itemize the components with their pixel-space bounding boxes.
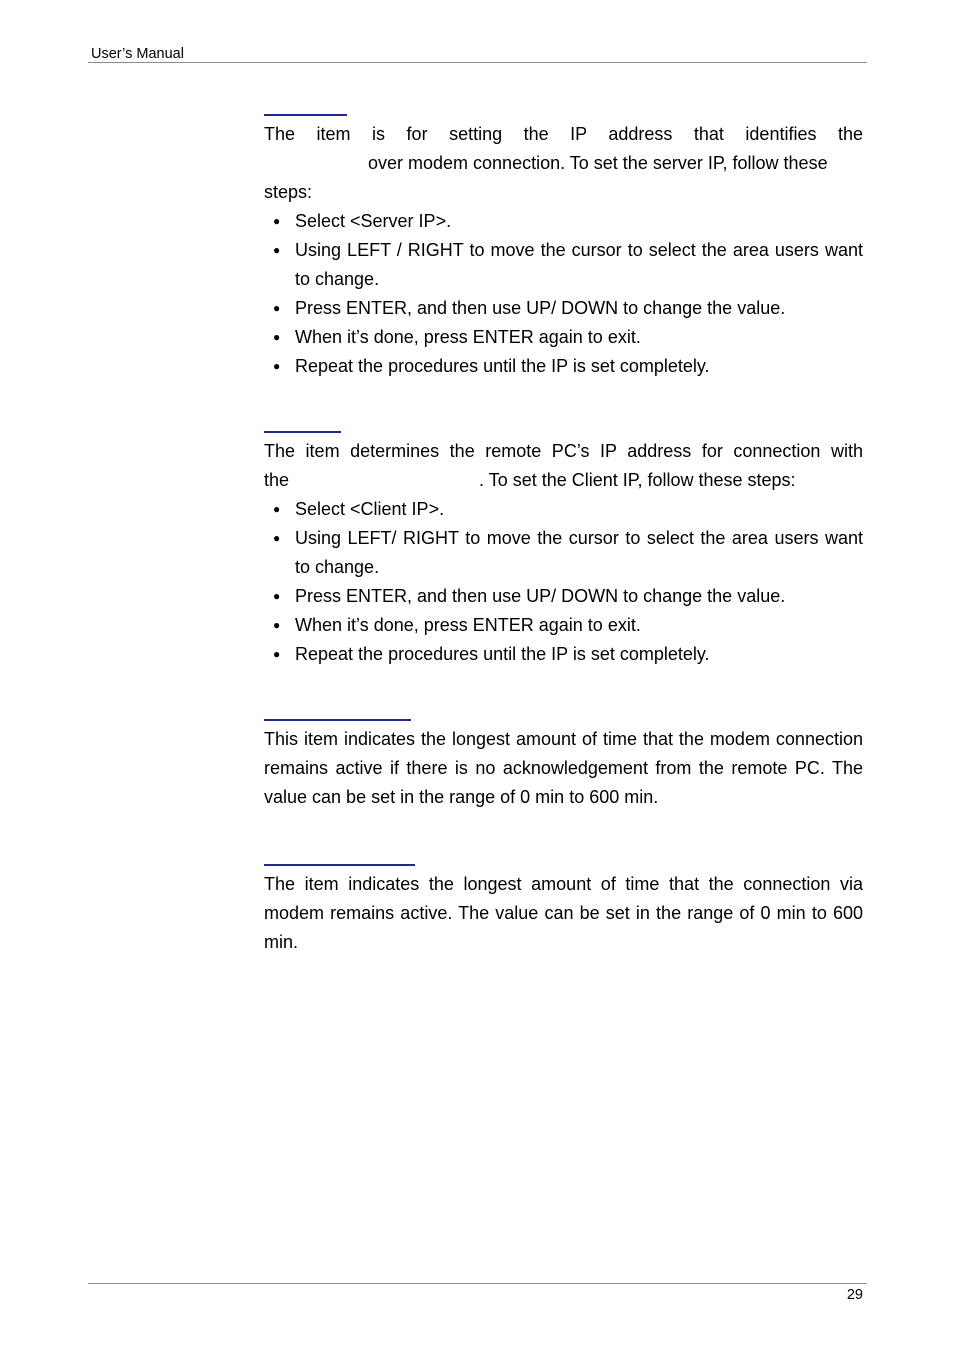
client-ip-intro-line-1: The item determines the remote PC’s IP address for connection with <box>264 441 863 461</box>
bullet-icon: ● <box>273 618 281 632</box>
bullet-icon: ● <box>273 647 281 661</box>
step-text: Repeat the procedures until the IP is set completely. <box>295 356 710 376</box>
bullet-icon: ● <box>273 243 281 257</box>
server-ip-steps <box>264 207 863 381</box>
server-ip-intro-line-1: The item is for setting the IP address that identifies the <box>264 124 863 144</box>
bullet-icon: ● <box>273 301 281 315</box>
client-ip-section <box>264 431 863 669</box>
list-item <box>264 611 863 640</box>
step-text: Using LEFT / RIGHT to move the cursor to select the area users want to change. <box>295 240 863 289</box>
server-ip-intro-line-2: over modem connection. To set the server IP, follow these <box>368 153 828 173</box>
bullet-icon: ● <box>273 502 281 516</box>
ack-timeout-heading-rule <box>264 719 411 721</box>
client-ip-steps <box>264 495 863 669</box>
connection-timeout-heading-rule <box>264 864 415 866</box>
connection-timeout-section <box>264 864 863 957</box>
step-text: When it’s done, press ENTER again to exit. <box>295 615 641 635</box>
step-text: Press ENTER, and then use UP/ DOWN to change the value. <box>295 586 786 606</box>
server-ip-section <box>264 114 863 381</box>
bullet-icon: ● <box>273 330 281 344</box>
step-text: Using LEFT/ RIGHT to move the cursor to select the area users want to change. <box>295 528 863 577</box>
list-item <box>264 294 863 323</box>
running-header: User’s Manual <box>91 46 184 62</box>
bullet-icon: ● <box>273 531 281 545</box>
step-text: Select <Client IP>. <box>295 499 445 519</box>
ack-timeout-paragraph: This item indicates the longest amount of time that the modem connection remains active if there is no acknowledgement from the remote PC. The value can be set in the range of 0 min to 600 min. <box>264 729 863 807</box>
ack-timeout-section <box>264 719 863 812</box>
list-item <box>264 236 863 294</box>
bullet-icon: ● <box>273 359 281 373</box>
client-ip-intro-line-2-start: the <box>264 470 290 490</box>
list-item <box>264 207 863 236</box>
step-text: Select <Server IP>. <box>295 211 452 231</box>
client-ip-intro-line-2 <box>264 466 863 495</box>
connection-timeout-paragraph: The item indicates the longest amount of time that the connection via modem remains active. The value can be set in the range of 0 min to 600 min. <box>264 874 863 952</box>
list-item <box>264 352 863 381</box>
client-ip-intro-line-2-end: . To set the Client IP, follow these steps: <box>479 470 796 490</box>
list-item <box>264 495 863 524</box>
server-ip-intro-line-3: steps: <box>264 182 313 202</box>
client-ip-heading-rule <box>264 431 341 433</box>
page-number: 29 <box>846 1287 863 1303</box>
list-item <box>264 640 863 669</box>
footer-divider <box>88 1283 867 1284</box>
list-item <box>264 323 863 352</box>
server-ip-heading-rule <box>264 114 347 116</box>
bullet-icon: ● <box>273 589 281 603</box>
header-divider <box>88 62 867 63</box>
list-item <box>264 582 863 611</box>
step-text: When it’s done, press ENTER again to exit. <box>295 327 641 347</box>
step-text: Press ENTER, and then use UP/ DOWN to change the value. <box>295 298 786 318</box>
step-text: Repeat the procedures until the IP is set completely. <box>295 644 710 664</box>
bullet-icon: ● <box>273 214 281 228</box>
list-item <box>264 524 863 582</box>
